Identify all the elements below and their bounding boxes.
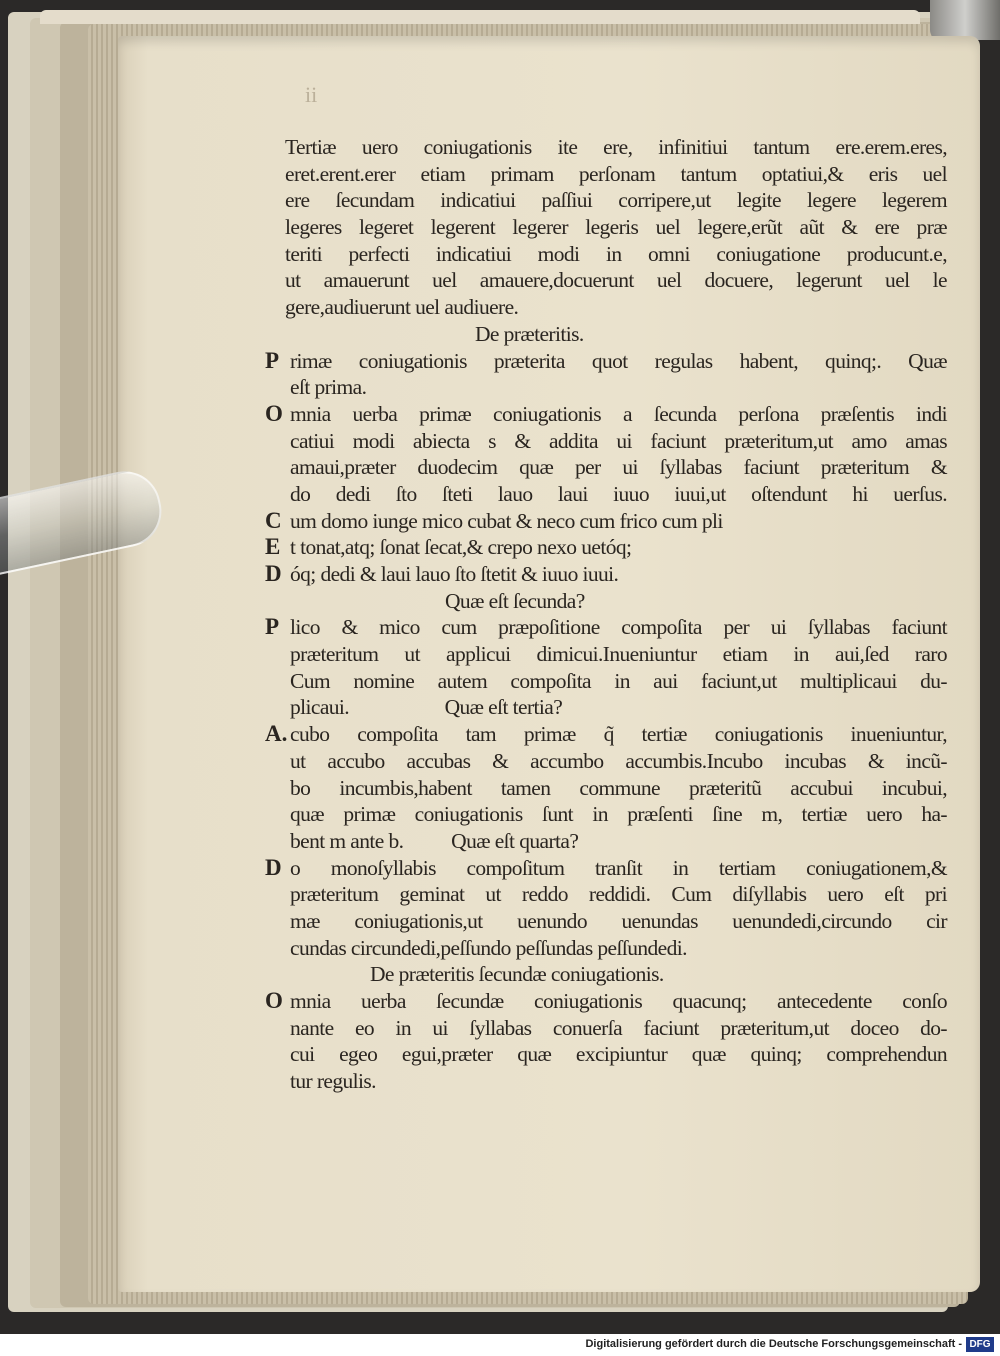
line-text: nante eo in ui ſyllabas conuerſa faciunt præteritum,ut doceo do- (290, 1015, 947, 1040)
line-text: cubo compoſita tam primæ q̃ tertiæ coniugationis inueniuntur, (290, 722, 947, 747)
line-text: De præteritis ſecundæ coniugationis. (370, 962, 664, 987)
line-text: tur regulis. (290, 1069, 376, 1094)
line-text: mnia uerba ſecundæ coniugationis quacunq; antecedente conſo (290, 989, 947, 1013)
text-line (265, 614, 947, 641)
page-number: ii (305, 82, 318, 107)
text-line (265, 935, 947, 962)
text-line (265, 775, 947, 802)
footer-bar (0, 1334, 1000, 1356)
text-line (265, 748, 947, 775)
line-text: Quæ eſt ſecunda? (445, 588, 585, 613)
line-text: um domo iunge mico cubat & neco cum frico cum pli (290, 508, 723, 533)
text-line (265, 161, 947, 188)
line-text: cui egeo egui,præter quæ excipiuntur quæ quinq; comprehendun (290, 1042, 947, 1067)
initial-letter: C (265, 507, 282, 533)
dfg-logo: DFG (966, 1337, 994, 1352)
initial-letter: A. (265, 721, 288, 747)
text-line (265, 694, 947, 721)
line-text: mnia uerba primæ coniugationis a ſecunda perſona præſentis indi (290, 401, 947, 426)
text-line (265, 828, 947, 855)
text-line (265, 454, 947, 481)
text-line (265, 855, 947, 882)
text-line (265, 348, 947, 375)
line-text: præteritum ut applicui dimicui.Inueniuntur etiam in aui,ſed raro (290, 642, 947, 667)
text-line (265, 481, 947, 508)
section-heading (265, 961, 947, 988)
text-line (265, 908, 947, 935)
line-text: ere ſecundam indicatiui paſſiui corripere,ut legite legere legerem (285, 188, 947, 213)
line-text: plicaui. Quæ eſt tertia? (290, 695, 563, 720)
text-line (265, 534, 947, 561)
section-heading (265, 588, 947, 615)
text-line (265, 267, 947, 294)
line-text: mæ coniugationis,ut uenundo uenundas uenundedi,circundo cir (290, 908, 947, 933)
line-text: præteritum geminat ut reddo reddidi. Cum diſyllabis uero eſt pri (290, 882, 947, 907)
line-text: t tonat,atq; ſonat ſecat,& crepo nexo uetóq; (290, 535, 632, 560)
line-text: quæ primæ coniugationis ſunt in præſenti ſine m, tertiæ uero ha- (290, 802, 947, 827)
top-edge (40, 10, 920, 24)
initial-letter: D (265, 561, 282, 586)
line-text: amaui,præter duodecim quæ per ui ſyllabas faciunt præteritum & (290, 455, 947, 480)
line-text: legeres legeret legerent legerer legeris uel legere,erũt aũt & ere præ (285, 215, 947, 240)
initial-letter: O (265, 400, 283, 426)
text-line (265, 988, 947, 1015)
text-line (265, 187, 947, 214)
line-text: lico & mico cum præpoſitione compoſita per ui ſyllabas faciunt (290, 615, 947, 640)
text-line (265, 241, 947, 268)
text-line (265, 721, 947, 748)
text-line (265, 428, 947, 455)
section-heading (265, 321, 947, 348)
line-text: eſt prima. (290, 375, 367, 400)
text-line (265, 881, 947, 908)
line-text: catiui modi abiecta s & addita ui faciunt præteritum,ut amo amas (290, 428, 947, 453)
text-line (265, 1015, 947, 1042)
initial-letter: P (265, 347, 280, 373)
text-line (265, 134, 947, 161)
text-line (265, 1068, 947, 1095)
line-text: ut amauerunt uel amauere,docuerunt uel docuere, legerunt uel le (285, 268, 947, 293)
initial-letter: E (265, 534, 281, 560)
line-text: eret.erent.erer etiam primam perſonam tantum optatiui,& eris uel (285, 161, 947, 186)
book-clamp (930, 0, 1000, 40)
text-line (265, 641, 947, 668)
line-text: rimæ coniugationis præterita quot regulas habent, quinq;. Quæ (290, 348, 947, 373)
text-line (265, 561, 947, 588)
text-line (265, 668, 947, 695)
initial-letter: P (265, 614, 280, 640)
text-line (265, 508, 947, 535)
line-text: Tertiæ uero coniugationis ite ere, infinitiui tantum ere.erem.eres, (285, 135, 947, 159)
text-line (265, 294, 947, 321)
initial-letter: O (265, 988, 283, 1013)
text-line (265, 1041, 947, 1068)
text-line (265, 374, 947, 401)
line-text: bent m ante b. Quæ eſt quarta? (290, 828, 579, 853)
text-line (265, 801, 947, 828)
line-text: bo incumbis,habent tamen commune præteritũ accubui incubui, (290, 775, 947, 800)
footer-credit: Digitalisierung gefördert durch die Deutsche Forschungsgemeinschaft - (585, 1338, 962, 1350)
line-text: cundas circundedi,peſſundo peſſundas peſſundedi. (290, 935, 687, 960)
text-line (265, 401, 947, 428)
line-text: gere,audiuerunt uel audiuere. (285, 295, 519, 320)
initial-letter: D (265, 854, 282, 880)
line-text: ut accubo accubas & accumbo accumbis.Incubo incubas & incũ- (290, 748, 947, 773)
line-text: Cum nomine autem compoſita in aui faciunt,ut multiplicaui du- (290, 668, 947, 693)
line-text: o monoſyllabis compoſitum tranſit in tertiam coniugationem,& (290, 855, 947, 880)
line-text: do dedi ſto ſteti lauo laui iuuo iuui,ut oſtendunt hi uerſus. (290, 481, 947, 506)
line-text: De præteritis. (475, 321, 584, 346)
text-line (265, 214, 947, 241)
line-text: óq; dedi & laui lauo ſto ſtetit & iuuo iuui. (290, 562, 619, 586)
page-text (265, 134, 947, 1095)
line-text: teriti perfecti indicatiui modi in omni coniugatione producunt.e, (285, 241, 947, 266)
